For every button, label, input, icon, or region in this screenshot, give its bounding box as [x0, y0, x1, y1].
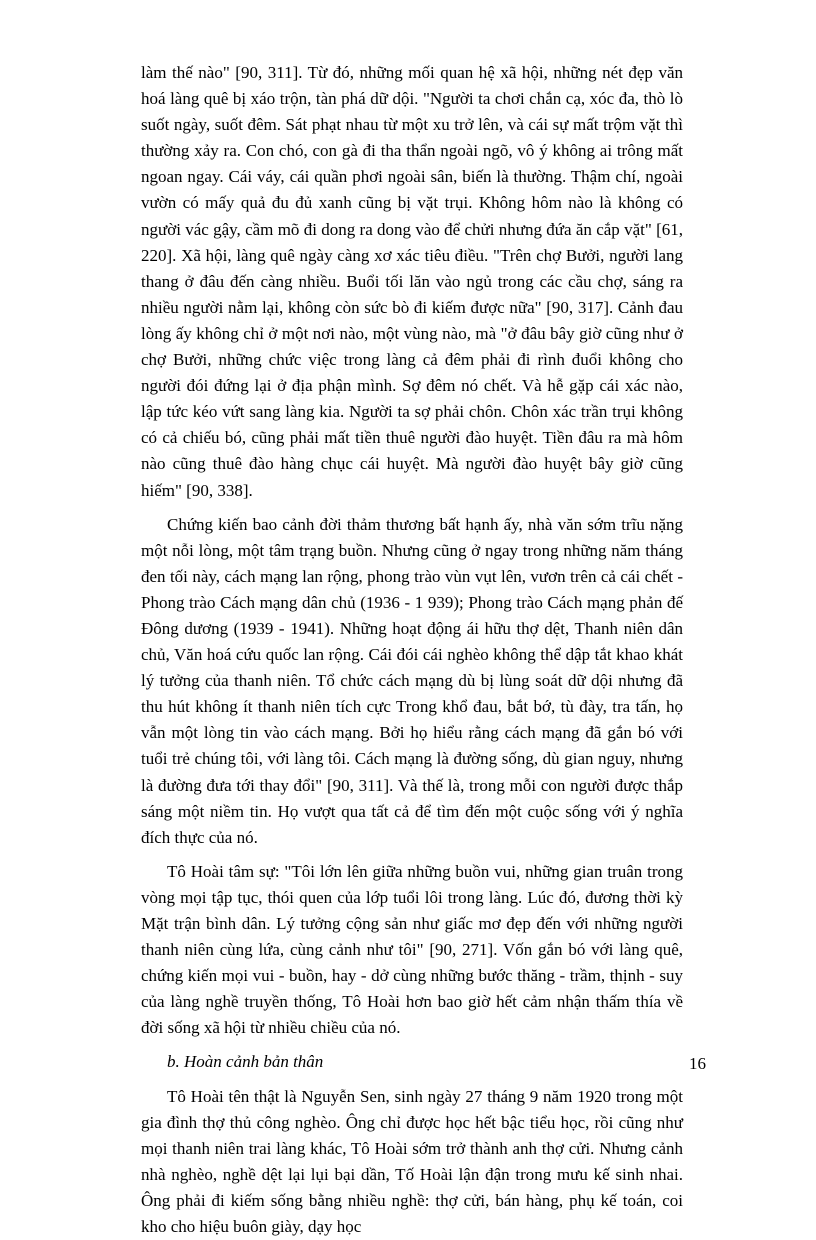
body-paragraph-1: làm thế nào" [90, 311]. Từ đó, những mối quan hệ xã hội, những nét đẹp văn hoá làng quê bị xáo trộn, tàn phá dữ dội. "Người ta chơi chắn cạ, xóc đa, thò lò suốt ngày, suốt đêm. Sát phạt nhau từ một xu trở lên, và cái sự mất trộm vặt thì thường xảy ra. Con chó, con gà đi tha thẩn ngoài ngõ, vô ý không ai trông mất ngoan ngay. Cái váy, cái quần phơi ngoài sân, biến là thường. Thậm chí, ngoài vườn có mấy quả đu đủ xanh cũng bị vặt trụi. Không hôm nào là không có người vác gậy, cầm mõ đi dong ra dong vào để chửi nhưng đứa ăn cắp vặt" [61, 220]. Xã hội, làng quê ngày càng xơ xác tiêu điều. "Trên chợ Bưởi, người lang thang ở đâu đến càng nhiều. Buổi tối lăn vào ngủ trong các cầu chợ, sáng ra nhiều người nằm lại, không còn sức bò đi kiếm được nữa" [90, 317]. Cảnh đau lòng ấy không chỉ ở một nơi nào, một vùng nào, mà "ở đâu bây giờ cũng như ở chợ Bưởi, những chức việc trong làng cả đêm phải đi rình đuổi không cho người đói đứng lại ở địa phận mình. Sợ đêm nó chết. Và hễ gặp cái xác nào, lập tức kéo vứt sang làng kia. Người ta sợ phải chôn. Chôn xác trần trụi không có cả chiếu bó, cũng phải mất tiền thuê người đào huyệt. Tiền đâu ra mà hôm nào cũng thuê đào hàng chục cái huyệt. Mà người đào huyệt bây giờ cũng hiếm" [90, 338]. [141, 63, 683, 500]
document-page [141, 60, 683, 1240]
body-paragraph-4: Tô Hoài tên thật là Nguyễn Sen, sinh ngày 27 tháng 9 năm 1920 trong một gia đình thợ thủ công nghèo. Ông chỉ được học hết bậc tiểu học, rồi cũng như mọi thanh niên trai làng khác, Tô Hoài sớm trở thành anh thợ cửi. Nhưng cảnh nhà nghèo, nghề dệt lại lụi bại dần, Tố Hoài lận đận trong mưu kế sinh nhai. Ông phải đi kiếm sống bằng nhiều nghề: thợ cửi, bán hàng, phụ kế toán, coi kho cho hiệu buôn giày, dạy học [141, 1086, 683, 1237]
page-number: 16 [689, 1054, 706, 1073]
section-heading: b. Hoàn cảnh bản thân [167, 1052, 324, 1072]
body-paragraph-2: Chứng kiến bao cảnh đời thảm thương bất hạnh ấy, nhà văn sớm trĩu nặng một nỗi lòng, một tâm trạng buồn. Nhưng cũng ở ngay trong những năm tháng đen tối này, cách mạng lan rộng, phong trào vùn vụt lên, vươn trên cả cái chết - Phong trào Cách mạng dân chủ (1936 - 1 939); Phong trào Cách mạng phản đế Đông dương (1939 - 1941). Những hoạt động ái hữu thợ dệt, Thanh niên dân chủ, Văn hoá cứu quốc lan rộng. Cái đói cái nghèo không thể dập tắt khao khát lý tưởng của thanh niên. Tổ chức cách mạng dù bị lùng soát dữ dội nhưng đã thu hút không ít thanh niên tích cực Trong khổ đau, bắt bớ, tù đày, tra tấn, họ vẫn một lòng tin vào cách mạng. Bởi họ hiểu rằng cách mạng đã gắn bó với tuổi trẻ chúng tôi, với làng tôi. Cách mạng là đường sống, dù gian nguy, nhưng là đường đưa tới thay đổi" [90, 311]. Và thế là, trong mỗi con người được thắp sáng một niềm tin. Họ vượt qua tất cả để tìm đến một cuộc sống với ý nghĩa đích thực của nó. [141, 514, 683, 847]
body-paragraph-3: Tô Hoài tâm sự: "Tôi lớn lên giữa những buồn vui, những gian truân trong vòng mọi tập tục, thói quen của lớp tuổi lôi trong làng. Lúc đó, đương thời kỳ Mặt trận bình dân. Lý tưởng cộng sản như giấc mơ đẹp đến với những người thanh niên cùng lứa, cùng cảnh như tôi" [90, 271]. Vốn gắn bó với làng quê, chứng kiến mọi vui - buồn, hay - dở cùng những bước thăng - trầm, thịnh - suy của làng nghề truyền thống, Tô Hoài hơn bao giờ hết cảm nhận thấm thía về đời sống xã hội từ nhiều chiều của nó. [141, 861, 683, 1038]
